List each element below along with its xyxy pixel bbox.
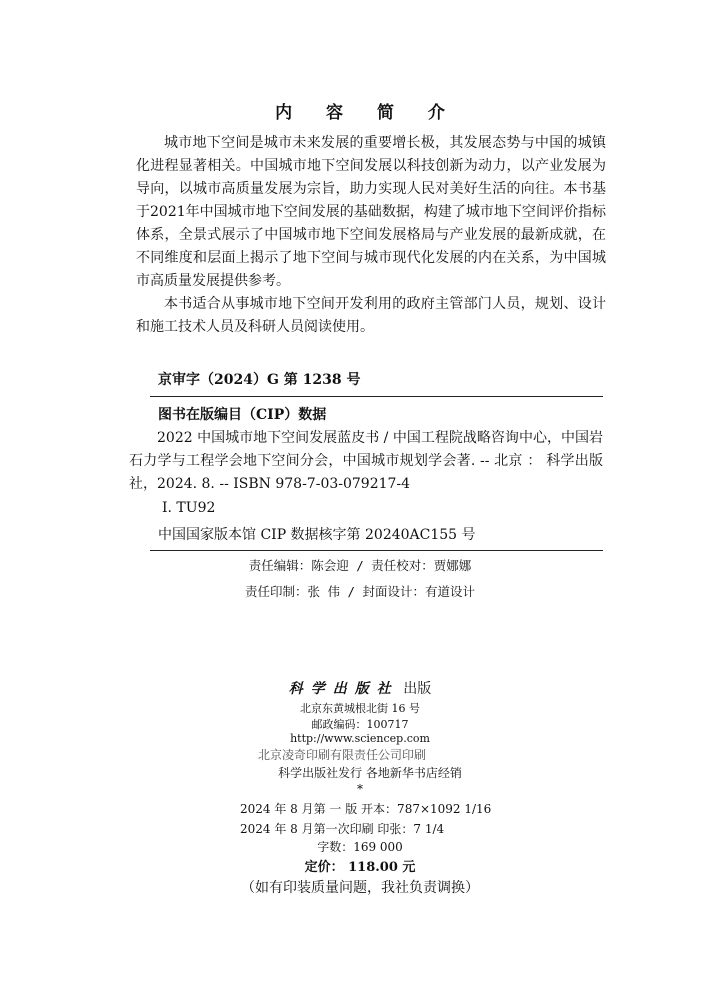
- page-title: 内 容 简 介: [275, 103, 459, 123]
- publisher-address: 北京东黄城根北街 16 号: [300, 702, 420, 715]
- cip-data-number: 中国国家版本馆 CIP 数据核字第 20240AC155 号: [158, 527, 476, 543]
- summary-section: [136, 132, 606, 339]
- word-count: 字数：169 000: [317, 840, 403, 854]
- quality-notice: （如有印装质量问题，我社负责调换）: [241, 880, 479, 896]
- publisher-seal-2: 版社: [354, 681, 399, 697]
- publisher-postcode: 邮政编码：100717: [311, 718, 409, 731]
- printer-line: 北京凌奇印刷有限责任公司印刷: [258, 748, 427, 762]
- distribution-line: 科学出版社发行 各地新华书店经销: [278, 766, 462, 780]
- divider-top: [150, 396, 603, 397]
- cip-classification: Ⅰ. TU92: [162, 500, 216, 516]
- edition-line: 2024 年 8 月第 一 版 开本：787×1092 1/16: [240, 802, 492, 816]
- cip-record: [129, 427, 603, 496]
- summary-paragraph-2: 本书适合从事城市地下空间开发利用的政府主管部门人员，规划、设计和施工技术人员及科研人员阅读使用。: [136, 296, 606, 335]
- review-number: 京审字（2024）G 第 1238 号: [158, 372, 361, 388]
- credits-editors: 责任编辑：陈会迎 / 责任校对：贾娜娜: [248, 558, 472, 573]
- publisher-name: [0, 678, 720, 698]
- cip-record-text: 2022 中国城市地下空间发展蓝皮书 / 中国工程院战略咨询中心，中国岩石力学与工程学会地下空间分会，中国城市规划学会著. -- 北京 ： 科学出版社，2024. 8. -- ISBN 978-7-03-079217-4: [129, 430, 603, 492]
- printing-line: 2024 年 8 月第一次印刷 印张：7 1/4: [240, 822, 445, 836]
- publisher-name-suffix: 出版: [403, 681, 432, 697]
- cip-heading: 图书在版编目（CIP）数据: [158, 407, 327, 423]
- separator-star: *: [357, 782, 363, 796]
- summary-paragraph-1: 城市地下空间是城市未来发展的重要增长极，其发展态势与中国的城镇化进程显著相关。中国城市地下空间发展以科技创新为动力，以产业发展为导向，以城市高质量发展为宗旨，助力实现人民对美好生活的向往。本书基于2021年中国城市地下空间发展的基础数据，构建了城市地下空间评价指标体系，全景式展示了中国城市地下空间发展格局与产业发展的最新成就，在不同维度和层面上揭示了地下空间与城市现代化发展的内在关系，为中国城市高质量发展提供参考。: [136, 135, 606, 289]
- credits-production: 责任印制：张 伟 / 封面设计：有道设计: [244, 584, 476, 599]
- publisher-seal: 科学出: [288, 681, 355, 697]
- price: 定价： 118.00 元: [304, 860, 416, 875]
- divider-bottom: [150, 550, 603, 551]
- publisher-url: http://www.sciencep.com: [290, 732, 430, 745]
